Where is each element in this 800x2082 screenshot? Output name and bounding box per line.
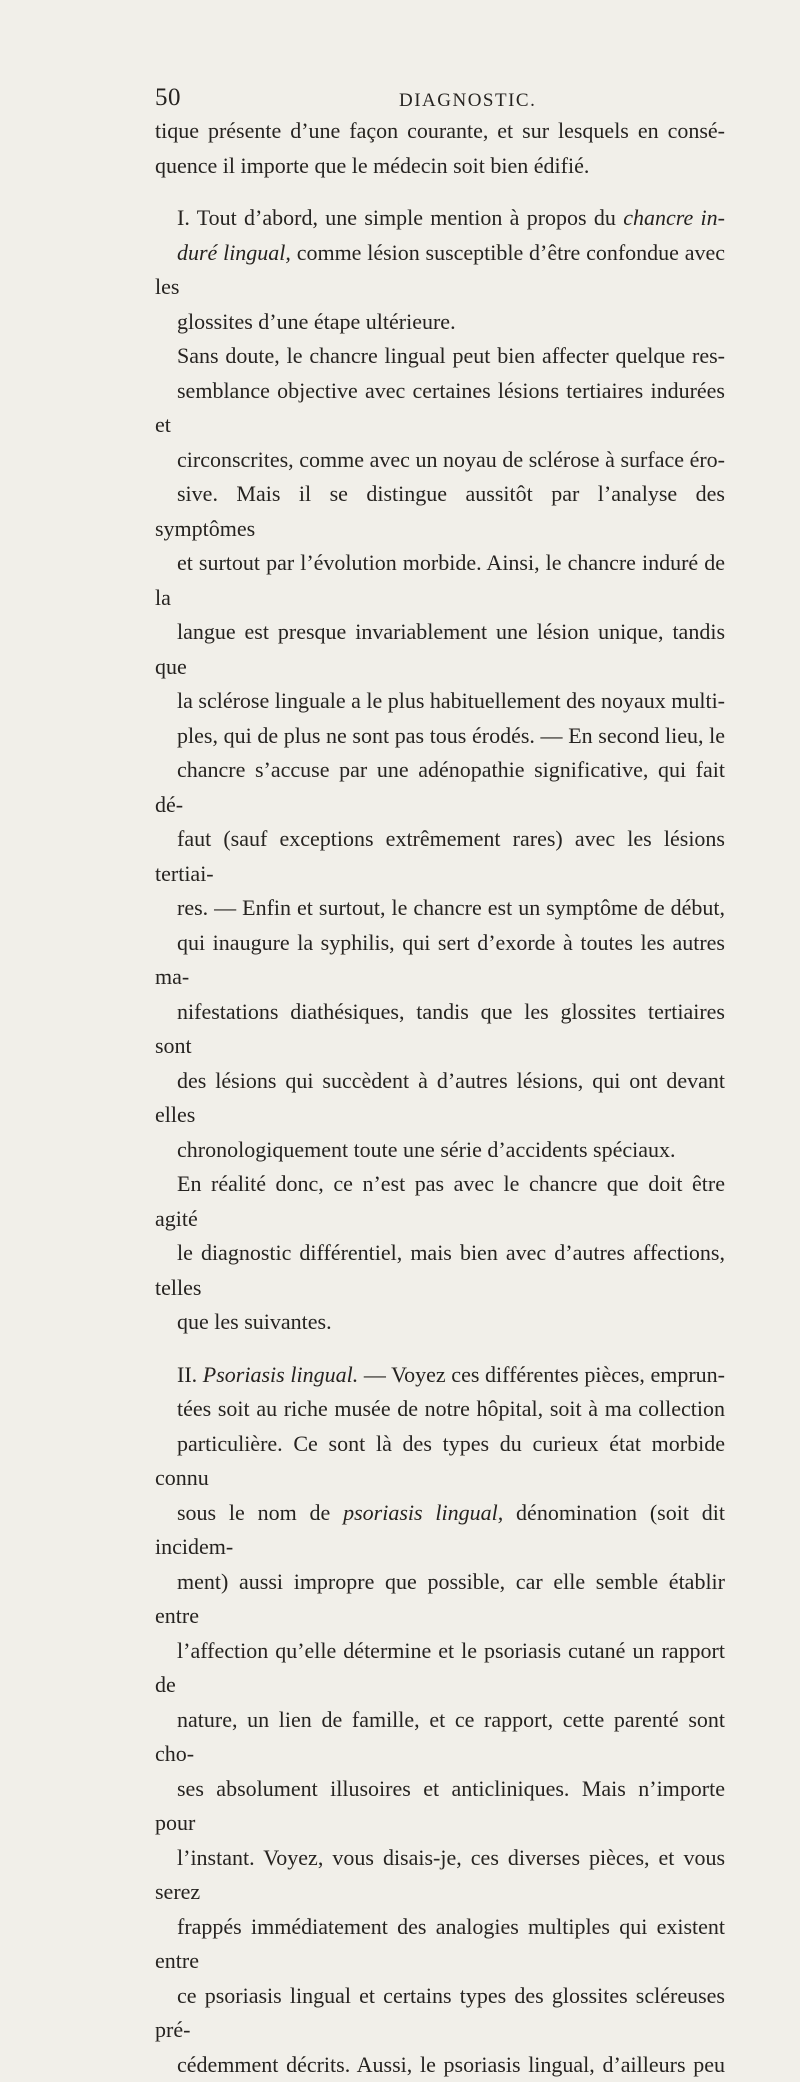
text-run: I. Tout d’abord, une simple mention à propos du <box>177 205 623 230</box>
text-line: ses absolument illusoires et anticliniques. Mais n’importe pour <box>155 1772 725 1841</box>
text-line <box>155 1496 725 1565</box>
body-text <box>155 114 725 2082</box>
text-line <box>155 201 725 236</box>
text-line: et surtout par l’évolution morbide. Ainsi, le chancre induré de la <box>155 546 725 615</box>
text-line <box>155 236 725 305</box>
text-line: nature, un lien de famille, et ce rapport, cette parenté sont cho- <box>155 1703 725 1772</box>
text-line: res. — Enfin et surtout, le chancre est un symptôme de début, <box>155 891 725 926</box>
text-line: particulière. Ce sont là des types du curieux état morbide connu <box>155 1427 725 1496</box>
text-line: frappés immédiatement des analogies multiples qui existent entre <box>155 1910 725 1979</box>
italic-term: Psoriasis lingual. <box>203 1362 358 1387</box>
text-line: langue est presque invariablement une lésion unique, tandis que <box>155 615 725 684</box>
paragraph-section-1 <box>155 201 725 339</box>
text-line: Sans doute, le chancre lingual peut bien affecter quelque res- <box>155 339 725 374</box>
text-line: des lésions qui succèdent à d’autres lésions, qui ont devant elles <box>155 1064 725 1133</box>
text-line: En réalité donc, ce n’est pas avec le chancre que doit être agité <box>155 1167 725 1236</box>
text-run: — Voyez ces différentes pièces, emprun- <box>358 1362 725 1387</box>
text-line: que les suivantes. <box>155 1305 725 1340</box>
text-line: quence il importe que le médecin soit bien édifié. <box>155 149 725 184</box>
text-line: ment) aussi impropre que possible, car elle semble établir entre <box>155 1565 725 1634</box>
text-line: semblance objective avec certaines lésions tertiaires indurées et <box>155 374 725 443</box>
text-run: sous le nom de <box>177 1500 343 1525</box>
text-line: chronologiquement toute une série d’accidents spéciaux. <box>155 1133 725 1168</box>
text-line: faut (sauf exceptions extrêmement rares) avec les lésions tertiai- <box>155 822 725 891</box>
italic-term: psoriasis lingual, <box>343 1500 503 1525</box>
text-line: chancre s’accuse par une adénopathie significative, qui fait dé- <box>155 753 725 822</box>
paragraph-continuation <box>155 114 725 183</box>
text-line <box>155 1358 725 1393</box>
text-line: ce psoriasis lingual et certains types des glossites scléreuses pré- <box>155 1979 725 2048</box>
running-head: DIAGNOSTIC. <box>399 90 536 112</box>
text-line: tique présente d’une façon courante, et sur lesquels en consé- <box>155 114 725 149</box>
text-line: tées soit au riche musée de notre hôpital, soit à ma collection <box>155 1392 725 1427</box>
text-line: circonscrites, comme avec un noyau de sclérose à surface éro- <box>155 443 725 478</box>
text-line: ples, qui de plus ne sont pas tous érodés. — En second lieu, le <box>155 719 725 754</box>
text-line: l’affection qu’elle détermine et le psoriasis cutané un rapport de <box>155 1634 725 1703</box>
text-line: glossites d’une étape ultérieure. <box>155 305 725 340</box>
paragraph <box>155 339 725 1167</box>
text-line: cédemment décrits. Aussi, le psoriasis lingual, d’ailleurs peu <box>155 2048 725 2082</box>
text-run: dénomination (soit dit incidem- <box>155 1500 725 1560</box>
paragraph-section-2 <box>155 1358 725 2082</box>
text-line: l’instant. Voyez, vous disais-je, ces diverses pièces, et vous serez <box>155 1841 725 1910</box>
text-run: II. <box>177 1362 203 1387</box>
italic-term: duré lingual, <box>177 240 291 265</box>
text-line: le diagnostic différentiel, mais bien avec d’autres affections, telles <box>155 1236 725 1305</box>
paragraph <box>155 1167 725 1340</box>
text-line: la sclérose linguale a le plus habituellement des noyaux multi- <box>155 684 725 719</box>
text-line: qui inaugure la syphilis, qui sert d’exorde à toutes les autres ma- <box>155 926 725 995</box>
text-run: comme lésion susceptible d’être confondue avec les <box>155 240 725 300</box>
text-line: sive. Mais il se distingue aussitôt par l’analyse des symptômes <box>155 477 725 546</box>
page-header <box>155 84 725 118</box>
italic-term: chancre in- <box>623 205 725 230</box>
page-number: 50 <box>155 84 181 112</box>
text-line: nifestations diathésiques, tandis que les glossites tertiaires sont <box>155 995 725 1064</box>
